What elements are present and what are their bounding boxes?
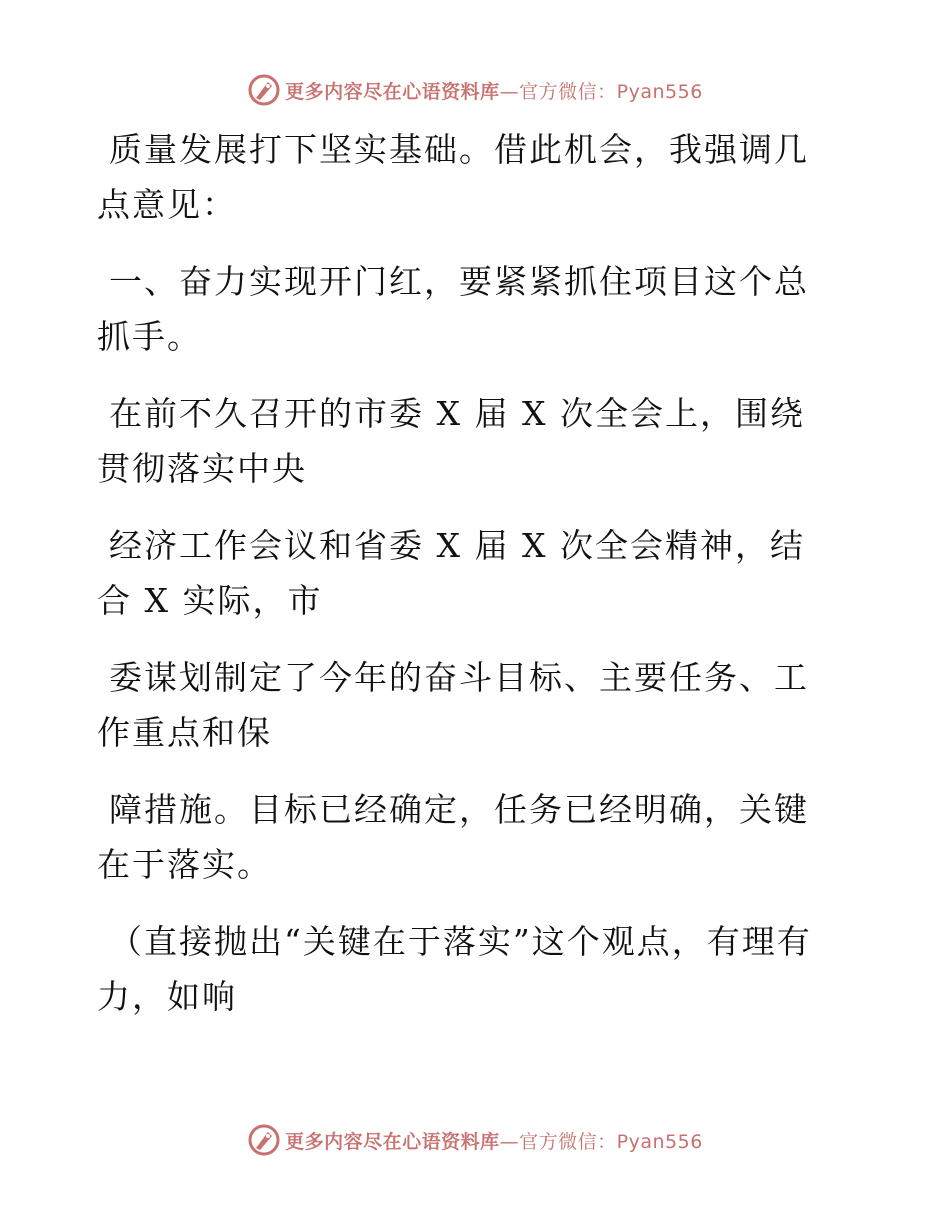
watermark-main: 更多内容尽在心语资料库 <box>285 80 500 103</box>
paragraph-1: 质量发展打下坚实基础。借此机会，我强调几点意见： <box>97 130 809 224</box>
pen-logo-icon <box>247 73 281 107</box>
watermark-sub: 官方微信：Pyan556 <box>519 80 703 103</box>
watermark-dash: — <box>499 1130 520 1153</box>
header-watermark <box>0 70 950 110</box>
footer-watermark <box>0 1120 950 1160</box>
watermark-text <box>285 77 703 104</box>
paragraph-5: 委谋划制定了今年的奋斗目标、主要任务、工作重点和保 <box>97 658 809 752</box>
watermark-dash: — <box>499 80 520 103</box>
watermark-sub: 官方微信：Pyan556 <box>519 1130 703 1153</box>
paragraph-3: 在前不久召开的市委 X 届 X 次全会上，围绕贯彻落实中央 <box>97 394 805 488</box>
watermark-main: 更多内容尽在心语资料库 <box>285 1130 500 1153</box>
paragraph-6: 障措施。目标已经确定，任务已经明确，关键在于落实。 <box>97 790 809 884</box>
pen-logo-icon <box>247 1123 281 1157</box>
paragraph-4: 经济工作会议和省委 X 届 X 次全会精神，结合 X 实际，市 <box>97 526 805 620</box>
document-body <box>97 122 827 1046</box>
paragraph-2: 一、奋力实现开门红，要紧紧抓住项目这个总抓手。 <box>97 262 809 356</box>
paragraph-7: （直接抛出“关键在于落实”这个观点，有理有力，如响 <box>97 922 812 1016</box>
watermark-text <box>285 1127 703 1154</box>
